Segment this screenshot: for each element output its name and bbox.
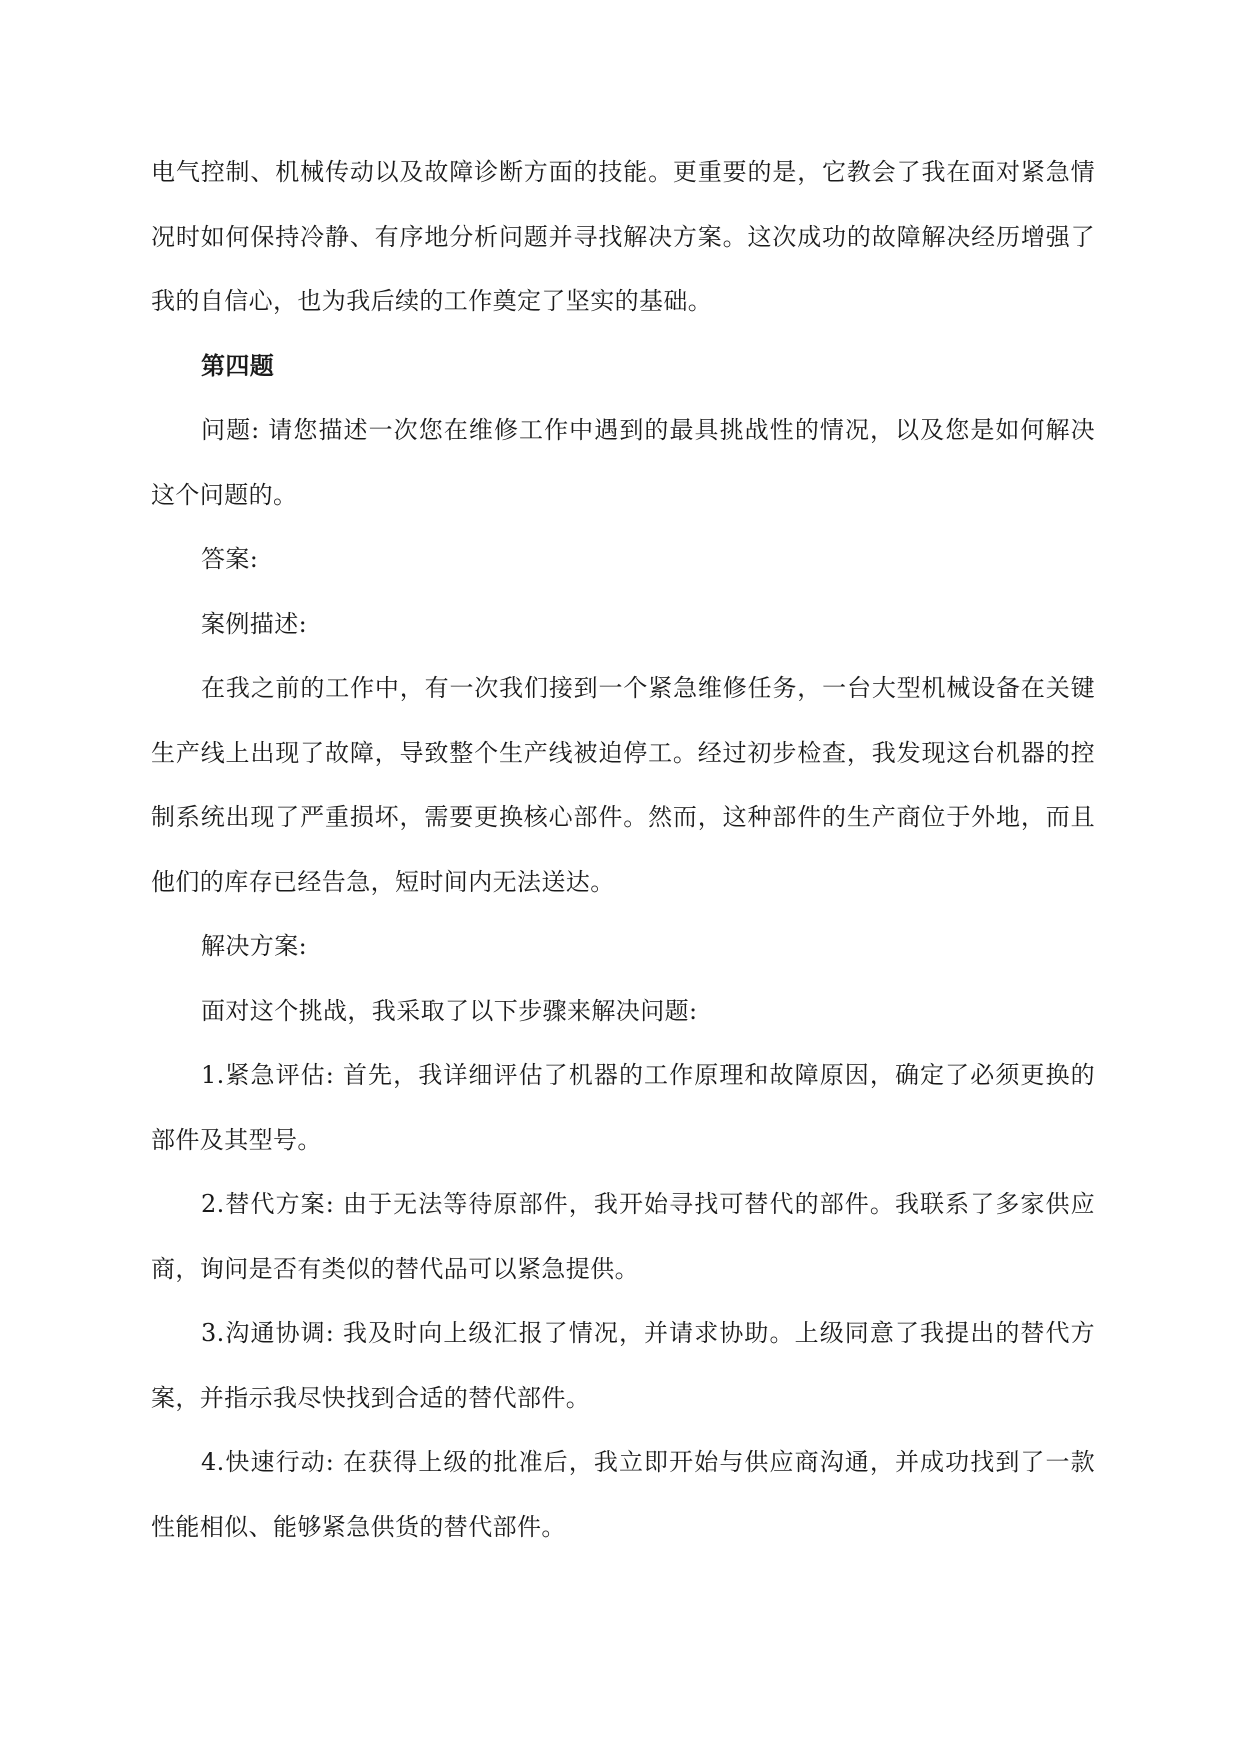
case-description-paragraph: 在我之前的工作中，有一次我们接到一个紧急维修任务，一台大型机械设备在关键生产线上出现了故障，导致整个生产线被迫停工。经过初步检查，我发现这台机器的控制系统出现了严重损坏，需要更换核心部件。然而，这种部件的生产商位于外地，而且他们的库存已经告急，短时间内无法送达。 — [151, 674, 1095, 896]
answer-label: 答案: — [201, 545, 259, 573]
step-1-paragraph: 1.紧急评估: 首先，我详细评估了机器的工作原理和故障原因，确定了必须更换的部件及其型号。 — [151, 1061, 1095, 1154]
section-heading: 第四题 — [201, 351, 275, 380]
case-description-label: 案例描述: — [201, 609, 308, 638]
solution-intro-paragraph: 面对这个挑战，我采取了以下步骤来解决问题: — [201, 996, 698, 1025]
question-paragraph: 问题: 请您描述一次您在维修工作中遇到的最具挑战性的情况，以及您是如何解决这个问题的。 — [151, 416, 1095, 509]
document-page — [151, 140, 1095, 1559]
step-4-paragraph: 4.快速行动: 在获得上级的批准后，我立即开始与供应商沟通，并成功找到了一款性能相似、能够紧急供货的替代部件。 — [151, 1448, 1095, 1541]
step-3-paragraph: 3.沟通协调: 我及时向上级汇报了情况，并请求协助。上级同意了我提出的替代方案，并指示我尽快找到合适的替代部件。 — [151, 1319, 1095, 1412]
paragraph-continuation: 电气控制、机械传动以及故障诊断方面的技能。更重要的是，它教会了我在面对紧急情况时如何保持冷静、有序地分析问题并寻找解决方案。这次成功的故障解决经历增强了我的自信心，也为我后续的工作奠定了坚实的基础。 — [151, 158, 1095, 315]
solution-label: 解决方案: — [201, 932, 308, 960]
step-2-paragraph: 2.替代方案: 由于无法等待原部件，我开始寻找可替代的部件。我联系了多家供应商，询问是否有类似的替代品可以紧急提供。 — [151, 1190, 1095, 1283]
